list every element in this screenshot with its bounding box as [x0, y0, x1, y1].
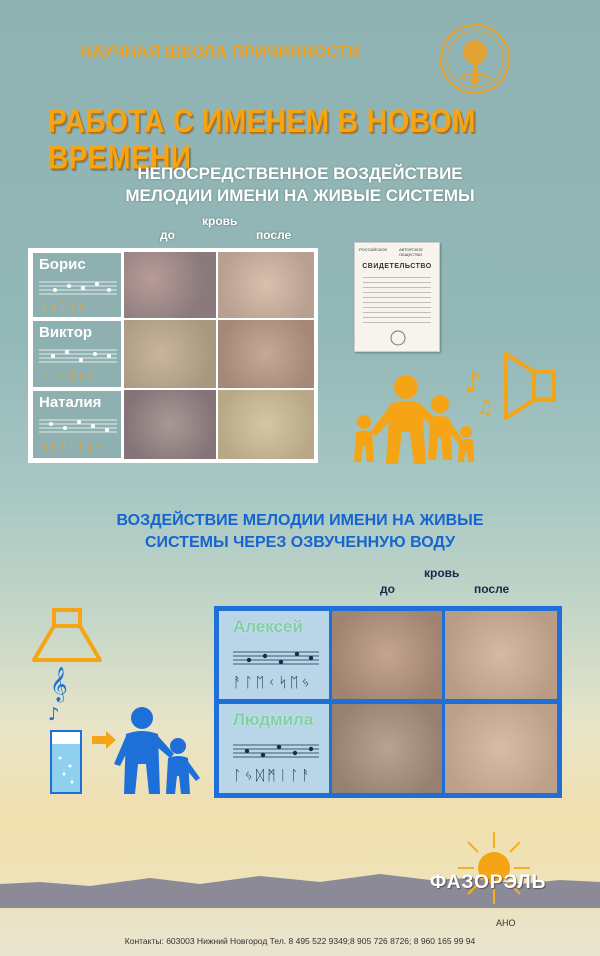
name-label: Виктор [39, 324, 93, 341]
section1-title-line2: МЕЛОДИИ ИМЕНИ НА ЖИВЫЕ СИСТЕМЫ [125, 186, 475, 205]
rune-text: ᚹᛁᚲᛏᛟᚱ [41, 369, 97, 383]
music-staff-icon [233, 649, 319, 669]
section2-title-line1: ВОЗДЕЙСТВИЕ МЕЛОДИИ ИМЕНИ НА ЖИВЫЕ [116, 512, 484, 529]
label-after-1: после [256, 228, 292, 242]
certificate-document [354, 242, 440, 352]
svg-text:♪: ♪ [48, 704, 60, 725]
name-cell [32, 390, 122, 459]
cert-seal-icon [389, 329, 407, 347]
music-staff-icon [39, 417, 117, 435]
name-cell [219, 611, 329, 699]
label-before-2: до [380, 582, 395, 596]
name-label: Борис [39, 256, 86, 273]
cert-top-left: РОССИЙСКОЕ [359, 247, 388, 252]
label-blood-1: кровь [202, 214, 238, 228]
brand-sub: АНО [496, 918, 516, 928]
svg-text:♫: ♫ [476, 395, 494, 418]
blood-before-image [124, 320, 216, 388]
name-label: Алексей [233, 617, 303, 636]
water-glass-icon [48, 728, 84, 796]
blood-after-image [218, 252, 314, 318]
brand-name: ФАЗОРЭЛЬ [430, 872, 547, 893]
music-staff-icon [233, 742, 319, 762]
main-title: РАБОТА С ИМЕНЕМ В НОВОМ ВРЕМЕНИ [48, 103, 476, 176]
blood-before-image [124, 252, 216, 318]
svg-text:♪: ♪ [464, 366, 482, 399]
label-before-1: до [160, 228, 175, 242]
rune-text: ᛒᛟᚱᛁᛋ [41, 300, 88, 314]
name-cell [219, 704, 329, 793]
svg-text:𝄞: 𝄞 [50, 667, 68, 702]
name-cell [32, 320, 122, 388]
blood-grid-1 [28, 248, 318, 463]
blood-after-image [218, 390, 314, 459]
section1-title-line1: НЕПОСРЕДСТВЕННОЕ ВОЗДЕЙСТВИЕ [137, 164, 463, 183]
contacts-line: Контакты: 603003 Нижний Новгород Тел. 8 495 522 9349;8 905 726 8726; 8 960 165 99 94 [124, 936, 476, 946]
cert-text-lines [363, 277, 431, 325]
speaker-icon [30, 606, 104, 664]
cert-top-right: АВТОРСКОЕ ОБЩЕСТВО [399, 247, 424, 257]
name-label: Людмила [233, 710, 314, 729]
section1-title [0, 163, 600, 207]
school-emblem-icon [438, 22, 512, 96]
music-staff-icon [39, 347, 117, 365]
rune-text: ᚨᛚᛖᚲᛋᛖᛃ [233, 675, 313, 691]
music-staff-icon [39, 279, 117, 297]
sun-logo-icon [454, 828, 534, 908]
blood-after-image [218, 320, 314, 388]
cert-title: СВИДЕТЕЛЬСТВО [362, 263, 432, 270]
blood-before-image [332, 611, 442, 699]
blood-after-image [445, 704, 557, 793]
label-blood-2: кровь [424, 566, 460, 580]
name-cell [32, 252, 122, 318]
label-after-2: после [474, 582, 510, 596]
blood-before-image [124, 390, 216, 459]
school-name: НАУЧНАЯ ШКОЛА ПРИЧИННОСТИ [80, 44, 360, 61]
name-label: Наталия [39, 394, 102, 411]
music-note-icon [458, 362, 498, 418]
blood-after-image [445, 611, 557, 699]
section2-title [0, 510, 600, 554]
family-icon [112, 702, 208, 798]
blood-before-image [332, 704, 442, 793]
music-note-icon [44, 664, 84, 726]
rune-text: ᛚᛃᛞᛗᛁᛚᚨ [233, 768, 313, 784]
rune-text: ᚾᚨᛏᚨᛚᛁᛃ [41, 440, 106, 454]
speaker-icon [500, 350, 560, 422]
section2-title-line2: СИСТЕМЫ ЧЕРЕЗ ОЗВУЧЕННУЮ ВОДУ [144, 534, 456, 551]
blood-grid-2 [214, 606, 562, 798]
